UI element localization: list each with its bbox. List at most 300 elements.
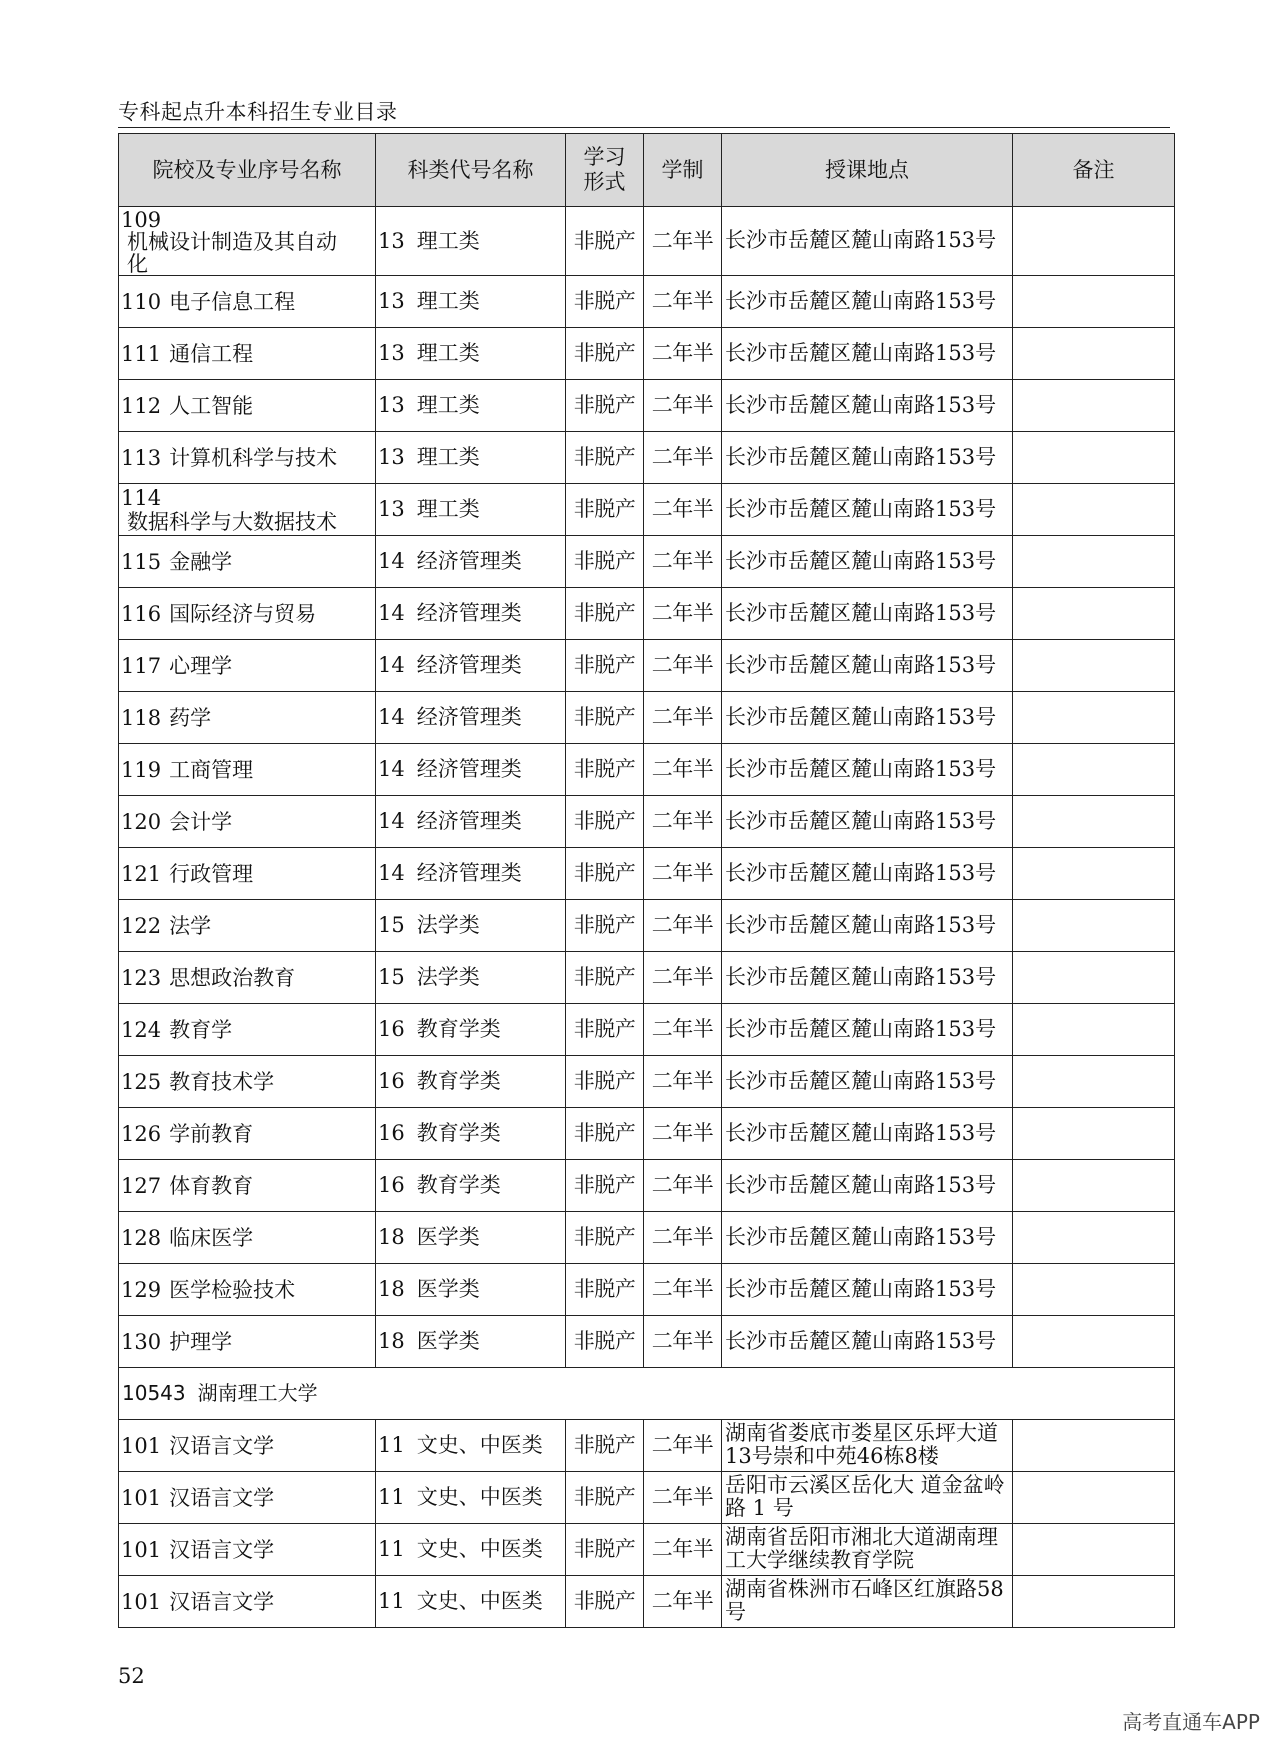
table-row [119, 847, 1175, 899]
major-number: 111 [121, 341, 162, 366]
major-cell [119, 1419, 376, 1471]
major-cell [119, 1523, 376, 1575]
major-number: 130 [121, 1329, 162, 1354]
major-name: 汉语言文学 [169, 1589, 275, 1614]
table-row [119, 1419, 1175, 1471]
table-row [119, 587, 1175, 639]
location-cell: 长沙市岳麓区麓山南路153号 [722, 275, 1013, 327]
duration-cell: 二年半 [644, 691, 722, 743]
category-cell [376, 1471, 566, 1523]
study-mode-cell: 非脱产 [566, 691, 644, 743]
app-watermark: 高考直通车APP [1122, 1710, 1260, 1734]
duration-cell: 二年半 [644, 207, 722, 276]
remarks-cell [1013, 1211, 1175, 1263]
category-code: 18 [378, 1329, 405, 1353]
major-cell [119, 1003, 376, 1055]
table-row [119, 1523, 1175, 1575]
major-cell [119, 639, 376, 691]
major-name: 临床医学 [169, 1225, 254, 1250]
major-name: 电子信息工程 [169, 289, 296, 314]
duration-cell: 二年半 [644, 1055, 722, 1107]
major-name: 体育教育 [169, 1173, 254, 1198]
major-catalog-table [118, 133, 1175, 1628]
duration-cell: 二年半 [644, 587, 722, 639]
table-row [119, 795, 1175, 847]
remarks-cell [1013, 379, 1175, 431]
study-mode-cell: 非脱产 [566, 1107, 644, 1159]
duration-cell: 二年半 [644, 847, 722, 899]
study-mode-cell: 非脱产 [566, 847, 644, 899]
duration-cell: 二年半 [644, 431, 722, 483]
study-mode-cell: 非脱产 [566, 795, 644, 847]
category-code: 14 [378, 861, 405, 885]
table-row [119, 379, 1175, 431]
major-name: 心理学 [169, 653, 233, 678]
category-code: 15 [378, 965, 405, 989]
table-row [119, 535, 1175, 587]
category-name: 理工类 [416, 228, 480, 253]
category-name: 教育学类 [416, 1173, 501, 1197]
category-name: 文史、中医类 [416, 1589, 543, 1613]
major-number: 101 [121, 1589, 162, 1614]
major-number: 115 [121, 549, 162, 574]
major-name: 机械设计制造及其自动化 [127, 229, 337, 275]
location-cell: 长沙市岳麓区麓山南路153号 [722, 1055, 1013, 1107]
category-cell [376, 327, 566, 379]
page-number: 52 [118, 1664, 145, 1688]
major-number: 126 [121, 1121, 162, 1146]
major-cell [119, 1159, 376, 1211]
category-code: 13 [378, 445, 405, 469]
location-cell: 长沙市岳麓区麓山南路153号 [722, 535, 1013, 587]
category-cell [376, 1159, 566, 1211]
category-name: 教育学类 [416, 1017, 501, 1041]
column-header-category: 科类代号名称 [376, 134, 566, 207]
category-name: 经济管理类 [416, 653, 522, 677]
school-name: 湖南理工大学 [197, 1381, 318, 1405]
location-cell: 长沙市岳麓区麓山南路153号 [722, 327, 1013, 379]
location-cell: 长沙市岳麓区麓山南路153号 [722, 1211, 1013, 1263]
location-cell: 长沙市岳麓区麓山南路153号 [722, 795, 1013, 847]
category-cell [376, 691, 566, 743]
location-cell: 湖南省株洲市石峰区红旗路58号 [722, 1575, 1013, 1627]
major-cell [119, 847, 376, 899]
school-code: 10543 [122, 1381, 186, 1405]
location-cell: 长沙市岳麓区麓山南路153号 [722, 899, 1013, 951]
category-name: 教育学类 [416, 1069, 501, 1093]
location-cell: 长沙市岳麓区麓山南路153号 [722, 951, 1013, 1003]
remarks-cell [1013, 587, 1175, 639]
category-name: 文史、中医类 [416, 1433, 543, 1457]
duration-cell: 二年半 [644, 951, 722, 1003]
major-cell [119, 795, 376, 847]
category-cell [376, 483, 566, 535]
category-name: 经济管理类 [416, 549, 522, 573]
duration-cell: 二年半 [644, 899, 722, 951]
major-name: 国际经济与贸易 [169, 601, 317, 626]
remarks-cell [1013, 1263, 1175, 1315]
table-row [119, 431, 1175, 483]
major-cell [119, 899, 376, 951]
study-mode-cell: 非脱产 [566, 639, 644, 691]
category-code: 14 [378, 705, 405, 729]
category-name: 理工类 [416, 341, 480, 365]
major-number: 120 [121, 809, 162, 834]
study-mode-cell: 非脱产 [566, 327, 644, 379]
category-name: 法学类 [416, 965, 480, 989]
column-header-major: 院校及专业序号名称 [119, 134, 376, 207]
location-cell: 长沙市岳麓区麓山南路153号 [722, 639, 1013, 691]
location-cell: 长沙市岳麓区麓山南路153号 [722, 587, 1013, 639]
remarks-cell [1013, 431, 1175, 483]
category-code: 13 [378, 497, 405, 521]
category-name: 医学类 [416, 1329, 480, 1353]
table-row [119, 1315, 1175, 1367]
major-name: 通信工程 [169, 341, 254, 366]
table-row [119, 691, 1175, 743]
remarks-cell [1013, 1055, 1175, 1107]
major-number: 113 [121, 445, 162, 470]
duration-cell: 二年半 [644, 1419, 722, 1471]
category-name: 教育学类 [416, 1121, 501, 1145]
major-cell [119, 691, 376, 743]
category-cell [376, 1211, 566, 1263]
major-number: 101 [121, 1433, 162, 1458]
major-cell [119, 1575, 376, 1627]
category-name: 理工类 [416, 445, 480, 469]
major-cell [119, 1471, 376, 1523]
column-header-remarks: 备注 [1013, 134, 1175, 207]
remarks-cell [1013, 1419, 1175, 1471]
table-row [119, 327, 1175, 379]
header-divider [118, 127, 1170, 128]
major-name: 法学 [169, 913, 212, 938]
category-cell [376, 379, 566, 431]
page-header-title: 专科起点升本科招生专业目录 [118, 100, 398, 124]
category-cell [376, 1419, 566, 1471]
major-cell [119, 275, 376, 327]
location-cell: 长沙市岳麓区麓山南路153号 [722, 847, 1013, 899]
category-name: 理工类 [416, 497, 480, 521]
study-mode-cell: 非脱产 [566, 1575, 644, 1627]
duration-cell: 二年半 [644, 1315, 722, 1367]
major-number: 109 [121, 207, 162, 232]
major-number: 123 [121, 965, 162, 990]
major-name: 汉语言文学 [169, 1485, 275, 1510]
category-code: 14 [378, 549, 405, 573]
table-row [119, 207, 1175, 276]
major-name: 人工智能 [169, 393, 254, 418]
major-cell [119, 587, 376, 639]
category-name: 理工类 [416, 289, 480, 313]
category-name: 经济管理类 [416, 757, 522, 781]
major-name: 教育技术学 [169, 1069, 275, 1094]
table-row [119, 1159, 1175, 1211]
major-number: 101 [121, 1485, 162, 1510]
location-cell: 湖南省岳阳市湘北大道湖南理工大学继续教育学院 [722, 1523, 1013, 1575]
location-cell: 湖南省娄底市娄星区乐坪大道13号崇和中苑46栋8楼 [722, 1419, 1013, 1471]
remarks-cell [1013, 535, 1175, 587]
major-cell [119, 207, 376, 276]
category-code: 14 [378, 757, 405, 781]
category-cell [376, 1055, 566, 1107]
major-cell [119, 1055, 376, 1107]
location-cell: 长沙市岳麓区麓山南路153号 [722, 1315, 1013, 1367]
major-cell [119, 431, 376, 483]
duration-cell: 二年半 [644, 1003, 722, 1055]
remarks-cell [1013, 899, 1175, 951]
study-mode-cell: 非脱产 [566, 379, 644, 431]
table-row [119, 1055, 1175, 1107]
study-mode-cell: 非脱产 [566, 207, 644, 276]
remarks-cell [1013, 691, 1175, 743]
major-name: 汉语言文学 [169, 1537, 275, 1562]
column-header-study-mode: 学习形式 [566, 134, 644, 207]
category-cell [376, 1263, 566, 1315]
location-cell: 长沙市岳麓区麓山南路153号 [722, 431, 1013, 483]
major-cell [119, 1107, 376, 1159]
duration-cell: 二年半 [644, 1471, 722, 1523]
study-mode-cell: 非脱产 [566, 1211, 644, 1263]
major-cell [119, 1211, 376, 1263]
study-mode-cell: 非脱产 [566, 899, 644, 951]
major-cell [119, 483, 376, 535]
location-cell: 长沙市岳麓区麓山南路153号 [722, 1107, 1013, 1159]
category-name: 医学类 [416, 1225, 480, 1249]
category-cell [376, 743, 566, 795]
category-name: 经济管理类 [416, 705, 522, 729]
table-row [119, 483, 1175, 535]
major-number: 122 [121, 913, 162, 938]
study-mode-cell: 非脱产 [566, 275, 644, 327]
category-code: 11 [378, 1537, 405, 1561]
table-row [119, 899, 1175, 951]
major-number: 117 [121, 653, 162, 678]
location-cell: 长沙市岳麓区麓山南路153号 [722, 1159, 1013, 1211]
table-row [119, 951, 1175, 1003]
category-name: 文史、中医类 [416, 1537, 543, 1561]
major-cell [119, 1263, 376, 1315]
study-mode-cell: 非脱产 [566, 1315, 644, 1367]
table-row [119, 1211, 1175, 1263]
remarks-cell [1013, 847, 1175, 899]
table-row [119, 1471, 1175, 1523]
table-row [119, 275, 1175, 327]
category-cell [376, 795, 566, 847]
location-cell: 长沙市岳麓区麓山南路153号 [722, 207, 1013, 276]
duration-cell: 二年半 [644, 327, 722, 379]
category-cell [376, 951, 566, 1003]
table-row [119, 1263, 1175, 1315]
category-code: 16 [378, 1173, 405, 1197]
location-cell: 长沙市岳麓区麓山南路153号 [722, 1263, 1013, 1315]
table-row [119, 1575, 1175, 1627]
remarks-cell [1013, 1107, 1175, 1159]
location-cell: 岳阳市云溪区岳化大 道金盆岭路 1 号 [722, 1471, 1013, 1523]
table-row [119, 639, 1175, 691]
major-name: 计算机科学与技术 [169, 445, 338, 470]
major-name: 医学检验技术 [169, 1277, 296, 1302]
duration-cell: 二年半 [644, 483, 722, 535]
category-name: 理工类 [416, 393, 480, 417]
major-name: 汉语言文学 [169, 1433, 275, 1458]
major-name: 金融学 [169, 549, 233, 574]
remarks-cell [1013, 795, 1175, 847]
remarks-cell [1013, 1471, 1175, 1523]
table-row [119, 1107, 1175, 1159]
category-code: 18 [378, 1225, 405, 1249]
category-code: 11 [378, 1589, 405, 1613]
duration-cell: 二年半 [644, 639, 722, 691]
major-cell [119, 743, 376, 795]
study-mode-cell: 非脱产 [566, 431, 644, 483]
category-cell [376, 847, 566, 899]
major-name: 护理学 [169, 1329, 233, 1354]
study-mode-cell: 非脱产 [566, 587, 644, 639]
category-code: 16 [378, 1069, 405, 1093]
category-code: 16 [378, 1121, 405, 1145]
duration-cell: 二年半 [644, 535, 722, 587]
category-cell [376, 1575, 566, 1627]
major-name: 行政管理 [169, 861, 254, 886]
category-cell [376, 431, 566, 483]
study-mode-cell: 非脱产 [566, 1003, 644, 1055]
category-code: 13 [378, 289, 405, 313]
study-mode-cell: 非脱产 [566, 1471, 644, 1523]
major-number: 129 [121, 1277, 162, 1302]
category-cell [376, 275, 566, 327]
category-cell [376, 899, 566, 951]
category-name: 文史、中医类 [416, 1485, 543, 1509]
study-mode-cell: 非脱产 [566, 1523, 644, 1575]
major-number: 112 [121, 393, 162, 418]
major-cell [119, 1315, 376, 1367]
major-number: 101 [121, 1537, 162, 1562]
major-name: 教育学 [169, 1017, 233, 1042]
category-name: 经济管理类 [416, 809, 522, 833]
study-mode-cell: 非脱产 [566, 1159, 644, 1211]
remarks-cell [1013, 639, 1175, 691]
category-name: 经济管理类 [416, 861, 522, 885]
remarks-cell [1013, 327, 1175, 379]
category-cell [376, 1523, 566, 1575]
category-cell [376, 639, 566, 691]
duration-cell: 二年半 [644, 379, 722, 431]
major-number: 114 [121, 486, 162, 510]
location-cell: 长沙市岳麓区麓山南路153号 [722, 379, 1013, 431]
major-number: 125 [121, 1069, 162, 1094]
remarks-cell [1013, 951, 1175, 1003]
category-code: 16 [378, 1017, 405, 1041]
category-code: 13 [378, 341, 405, 365]
category-code: 14 [378, 601, 405, 625]
category-code: 11 [378, 1485, 405, 1509]
duration-cell: 二年半 [644, 1263, 722, 1315]
remarks-cell [1013, 1575, 1175, 1627]
remarks-cell [1013, 1315, 1175, 1367]
major-number: 127 [121, 1173, 162, 1198]
study-mode-cell: 非脱产 [566, 535, 644, 587]
category-code: 14 [378, 653, 405, 677]
major-number: 110 [121, 289, 162, 314]
category-cell [376, 535, 566, 587]
category-code: 15 [378, 913, 405, 937]
school-header-cell [119, 1367, 1175, 1419]
major-cell [119, 951, 376, 1003]
duration-cell: 二年半 [644, 743, 722, 795]
table-row [119, 1003, 1175, 1055]
location-cell: 长沙市岳麓区麓山南路153号 [722, 1003, 1013, 1055]
duration-cell: 二年半 [644, 275, 722, 327]
duration-cell: 二年半 [644, 1159, 722, 1211]
major-number: 118 [121, 705, 162, 730]
major-cell [119, 327, 376, 379]
category-cell [376, 1107, 566, 1159]
major-number: 119 [121, 757, 162, 782]
duration-cell: 二年半 [644, 1575, 722, 1627]
study-mode-cell: 非脱产 [566, 483, 644, 535]
column-header-location: 授课地点 [722, 134, 1013, 207]
column-header-duration: 学制 [644, 134, 722, 207]
major-name: 工商管理 [169, 757, 254, 782]
table-header-row [119, 134, 1175, 207]
category-code: 14 [378, 809, 405, 833]
major-number: 116 [121, 601, 162, 626]
remarks-cell [1013, 743, 1175, 795]
remarks-cell [1013, 1159, 1175, 1211]
remarks-cell [1013, 207, 1175, 276]
category-name: 医学类 [416, 1277, 480, 1301]
major-cell [119, 535, 376, 587]
category-code: 18 [378, 1277, 405, 1301]
study-mode-cell: 非脱产 [566, 743, 644, 795]
major-name: 学前教育 [169, 1121, 254, 1146]
remarks-cell [1013, 275, 1175, 327]
major-cell [119, 379, 376, 431]
category-code: 13 [378, 393, 405, 417]
major-name: 数据科学与大数据技术 [127, 509, 337, 534]
category-cell [376, 1315, 566, 1367]
remarks-cell [1013, 1523, 1175, 1575]
duration-cell: 二年半 [644, 1107, 722, 1159]
major-number: 128 [121, 1225, 162, 1250]
location-cell: 长沙市岳麓区麓山南路153号 [722, 483, 1013, 535]
duration-cell: 二年半 [644, 795, 722, 847]
remarks-cell [1013, 1003, 1175, 1055]
location-cell: 长沙市岳麓区麓山南路153号 [722, 743, 1013, 795]
category-cell [376, 207, 566, 276]
major-number: 121 [121, 861, 162, 886]
category-code: 11 [378, 1433, 405, 1457]
table-row [119, 743, 1175, 795]
category-cell [376, 1003, 566, 1055]
category-name: 经济管理类 [416, 601, 522, 625]
category-code: 13 [378, 228, 405, 253]
category-cell [376, 587, 566, 639]
major-number: 124 [121, 1017, 162, 1042]
major-name: 药学 [169, 705, 212, 730]
remarks-cell [1013, 483, 1175, 535]
major-name: 思想政治教育 [169, 965, 296, 990]
duration-cell: 二年半 [644, 1211, 722, 1263]
study-mode-cell: 非脱产 [566, 1055, 644, 1107]
study-mode-cell: 非脱产 [566, 951, 644, 1003]
duration-cell: 二年半 [644, 1523, 722, 1575]
study-mode-cell: 非脱产 [566, 1419, 644, 1471]
location-cell: 长沙市岳麓区麓山南路153号 [722, 691, 1013, 743]
school-row [119, 1367, 1175, 1419]
major-name: 会计学 [169, 809, 233, 834]
